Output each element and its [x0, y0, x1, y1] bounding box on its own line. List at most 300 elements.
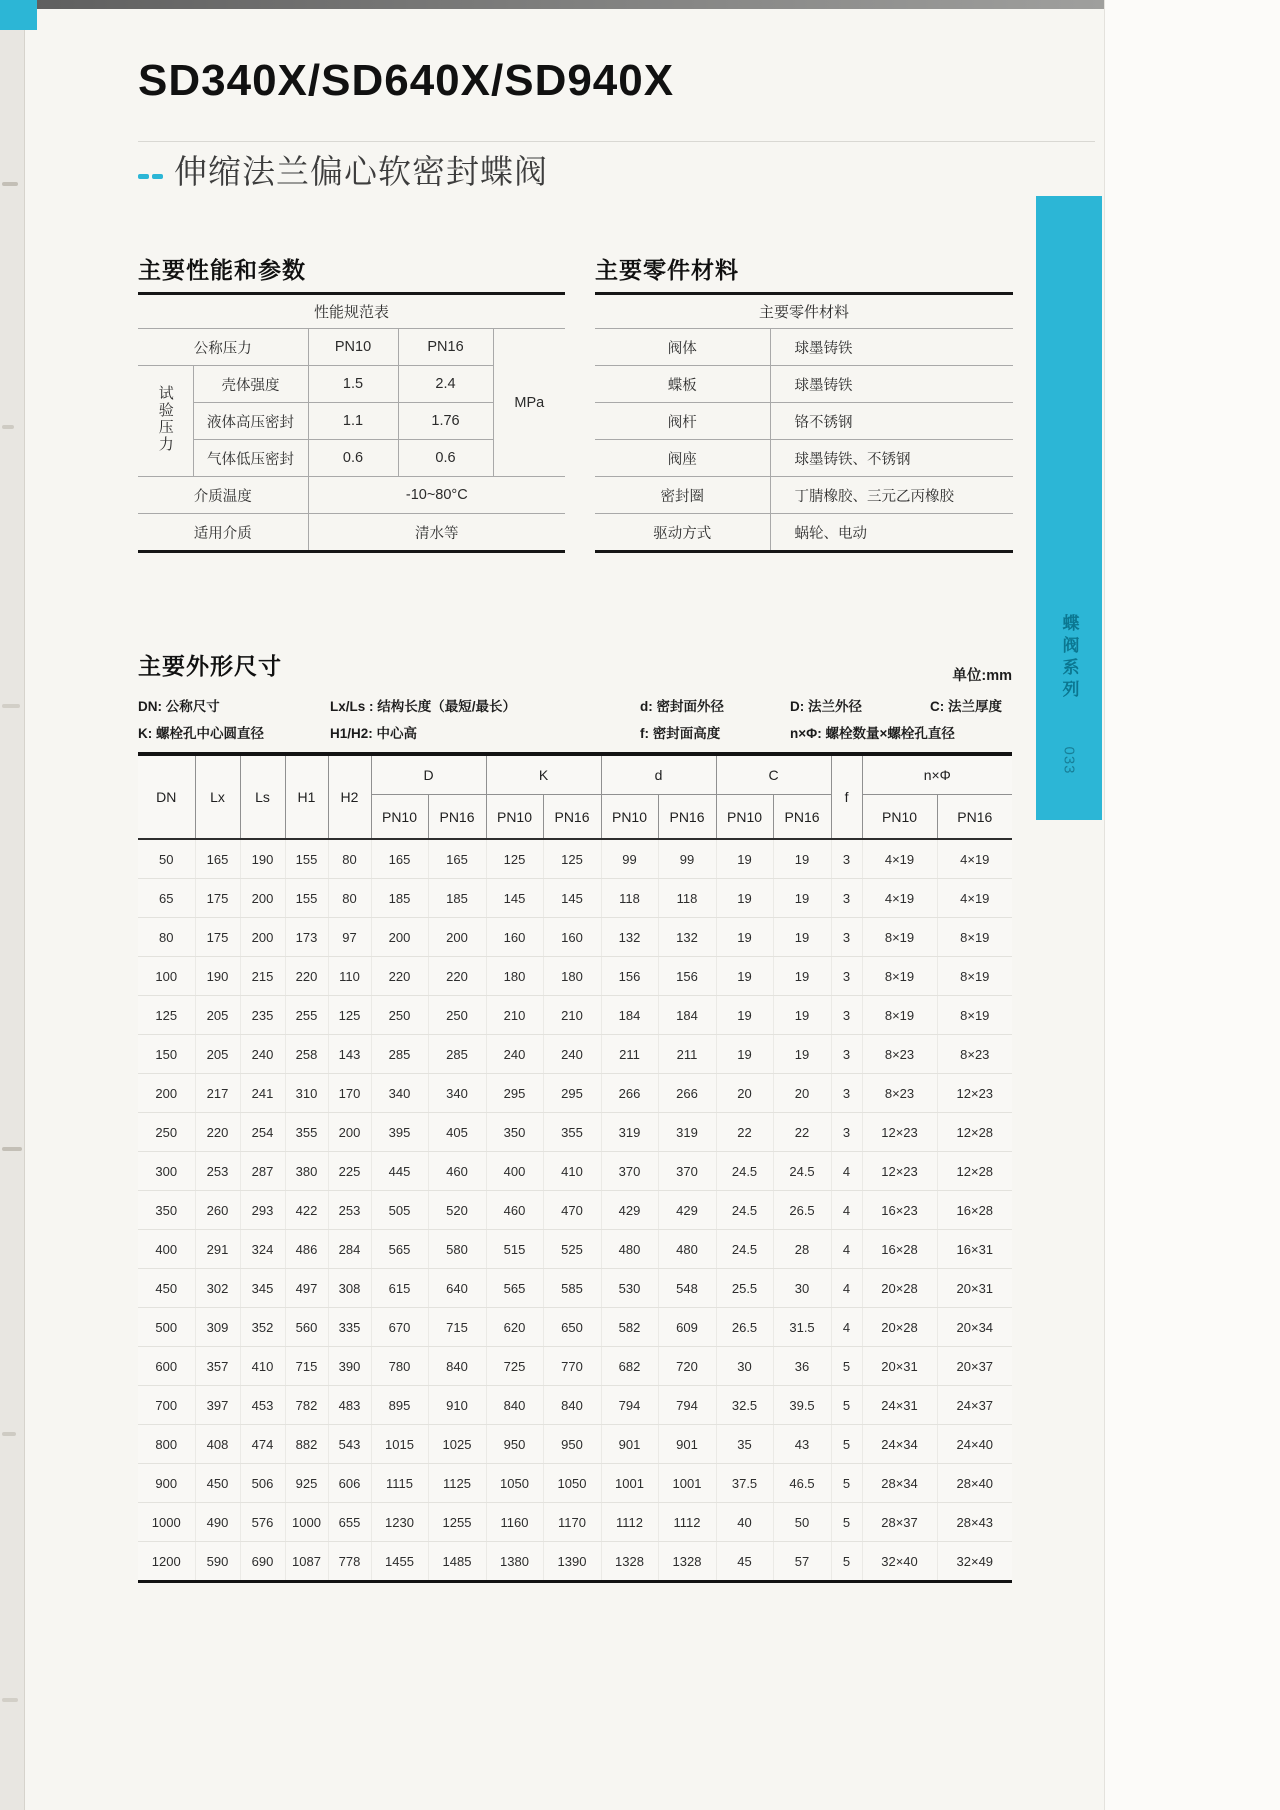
dim-cell: 497 — [285, 1269, 328, 1308]
dim-cell: 16×23 — [862, 1191, 937, 1230]
dim-cell: 180 — [486, 957, 543, 996]
dim-cell: 1112 — [658, 1503, 716, 1542]
materials-table — [595, 292, 1013, 553]
dim-cell: 8×23 — [937, 1035, 1012, 1074]
dim-cell: 8×19 — [937, 957, 1012, 996]
dim-cell: 3 — [831, 1113, 862, 1152]
dim-cell: 901 — [658, 1425, 716, 1464]
table-row — [138, 1269, 1012, 1308]
perf-value: 1.76 — [398, 403, 493, 440]
dim-cell: 165 — [428, 839, 486, 879]
medium-label: 适用介质 — [138, 514, 308, 551]
dim-cell: 480 — [601, 1230, 658, 1269]
dim-cell: 410 — [240, 1347, 285, 1386]
dim-cell: 28 — [773, 1230, 831, 1269]
dim-cell: 3 — [831, 879, 862, 918]
perf-row-label: 气体低压密封 — [193, 440, 308, 477]
dim-cell: 460 — [486, 1191, 543, 1230]
dim-cell: 682 — [601, 1347, 658, 1386]
dim-cell: 352 — [240, 1308, 285, 1347]
dim-cell: 240 — [240, 1035, 285, 1074]
dim-header-K: K — [486, 756, 601, 795]
table-row — [138, 1230, 1012, 1269]
dim-header-dn: DN — [138, 756, 195, 839]
dim-cell: 1000 — [138, 1503, 195, 1542]
dim-cell: 200 — [240, 918, 285, 957]
dim-cell: 925 — [285, 1464, 328, 1503]
series-label: 蝶阀系列 — [1059, 614, 1079, 702]
edge-texture-mark — [2, 704, 20, 708]
accent-dash-icon — [138, 174, 149, 179]
dim-cell: 12×23 — [862, 1113, 937, 1152]
dim-cell: 19 — [716, 879, 773, 918]
dim-cell: 8×19 — [862, 996, 937, 1035]
dim-cell: 490 — [195, 1503, 240, 1542]
dim-cell: 40 — [716, 1503, 773, 1542]
dim-cell: 5 — [831, 1425, 862, 1464]
dim-cell: 5 — [831, 1347, 862, 1386]
dim-cell: 725 — [486, 1347, 543, 1386]
dim-cell: 350 — [138, 1191, 195, 1230]
dim-cell: 24×37 — [937, 1386, 1012, 1425]
dim-cell: 1328 — [658, 1542, 716, 1581]
dim-cell: 250 — [428, 996, 486, 1035]
dim-cell: 370 — [658, 1152, 716, 1191]
dim-cell: 30 — [773, 1269, 831, 1308]
dim-cell: 782 — [285, 1386, 328, 1425]
dim-cell: 65 — [138, 879, 195, 918]
dim-cell: 125 — [138, 996, 195, 1035]
dim-cell: 132 — [658, 918, 716, 957]
dim-cell: 345 — [240, 1269, 285, 1308]
dim-cell: 184 — [601, 996, 658, 1035]
table-row — [138, 1191, 1012, 1230]
dim-cell: 16×28 — [937, 1191, 1012, 1230]
dim-header-C: C — [716, 756, 831, 795]
dim-cell: 300 — [138, 1152, 195, 1191]
dim-cell: 1485 — [428, 1542, 486, 1581]
legend-item: K: 螺栓孔中心圆直径 — [138, 726, 264, 741]
dim-cell: 26.5 — [773, 1191, 831, 1230]
dim-header-D: D — [371, 756, 486, 795]
dim-cell: 308 — [328, 1269, 371, 1308]
dim-cell: 778 — [328, 1542, 371, 1581]
dim-cell: 97 — [328, 918, 371, 957]
page-subtitle-row — [138, 146, 548, 193]
dim-header-nphi: n×Φ — [862, 756, 1012, 795]
dim-cell: 20×31 — [937, 1269, 1012, 1308]
table-row — [138, 918, 1012, 957]
performance-heading: 主要性能和参数 — [138, 257, 306, 283]
dim-cell: 560 — [285, 1308, 328, 1347]
part-name: 阀座 — [595, 440, 770, 477]
dim-cell: 210 — [486, 996, 543, 1035]
accent-dash-icon — [152, 174, 163, 179]
performance-table — [138, 292, 565, 553]
dim-cell: 36 — [773, 1347, 831, 1386]
dim-cell: 5 — [831, 1542, 862, 1581]
dim-cell: 840 — [428, 1347, 486, 1386]
dim-cell: 470 — [543, 1191, 601, 1230]
dim-cell: 429 — [658, 1191, 716, 1230]
table-row — [138, 957, 1012, 996]
dim-cell: 16×28 — [862, 1230, 937, 1269]
dim-cell: 8×19 — [937, 918, 1012, 957]
dim-cell: 190 — [240, 839, 285, 879]
dim-cell: 483 — [328, 1386, 371, 1425]
dim-cell: 8×19 — [937, 996, 1012, 1035]
dim-subheader-pn10: PN10 — [486, 795, 543, 840]
nominal-pressure-label: 公称压力 — [138, 329, 308, 366]
dim-cell: 4×19 — [862, 879, 937, 918]
dim-cell: 525 — [543, 1230, 601, 1269]
dim-cell: 486 — [285, 1230, 328, 1269]
dim-cell: 185 — [428, 879, 486, 918]
dim-cell: 241 — [240, 1074, 285, 1113]
dim-cell: 43 — [773, 1425, 831, 1464]
dim-cell: 100 — [138, 957, 195, 996]
dim-cell: 950 — [486, 1425, 543, 1464]
dimensions-legend — [138, 695, 1028, 747]
table-row — [138, 1503, 1012, 1542]
dim-cell: 1112 — [601, 1503, 658, 1542]
dim-cell: 600 — [138, 1347, 195, 1386]
dim-cell: 770 — [543, 1347, 601, 1386]
page-top-edge — [0, 0, 1150, 9]
dim-subheader-pn16: PN16 — [428, 795, 486, 840]
dim-cell: 220 — [371, 957, 428, 996]
dim-cell: 156 — [601, 957, 658, 996]
dim-cell: 410 — [543, 1152, 601, 1191]
dim-cell: 225 — [328, 1152, 371, 1191]
dim-cell: 950 — [543, 1425, 601, 1464]
dim-cell: 901 — [601, 1425, 658, 1464]
dim-cell: 220 — [428, 957, 486, 996]
dim-cell: 39.5 — [773, 1386, 831, 1425]
edge-texture-mark — [2, 1698, 18, 1702]
dim-cell: 1050 — [486, 1464, 543, 1503]
dim-cell: 160 — [486, 918, 543, 957]
dim-cell: 715 — [428, 1308, 486, 1347]
dim-cell: 505 — [371, 1191, 428, 1230]
edge-texture-mark — [2, 425, 14, 429]
dim-cell: 500 — [138, 1308, 195, 1347]
dim-cell: 253 — [195, 1152, 240, 1191]
dim-cell: 99 — [658, 839, 716, 879]
dim-cell: 453 — [240, 1386, 285, 1425]
page-subtitle: 伸缩法兰偏心软密封蝶阀 — [174, 153, 548, 190]
part-material: 球墨铸铁、不锈钢 — [770, 440, 1013, 477]
dim-cell: 19 — [716, 918, 773, 957]
dim-cell: 324 — [240, 1230, 285, 1269]
dim-subheader-pn16: PN16 — [543, 795, 601, 840]
dim-cell: 143 — [328, 1035, 371, 1074]
dim-cell: 19 — [773, 996, 831, 1035]
table-row — [138, 1113, 1012, 1152]
dimensions-table-body — [138, 839, 1012, 1580]
dim-cell: 118 — [658, 879, 716, 918]
dim-cell: 4 — [831, 1230, 862, 1269]
dim-cell: 640 — [428, 1269, 486, 1308]
materials-table-title: 主要零件材料 — [595, 295, 1013, 329]
legend-item: DN: 公称尺寸 — [138, 699, 220, 714]
perf-row-label: 液体高压密封 — [193, 403, 308, 440]
part-name: 阀杆 — [595, 403, 770, 440]
dim-cell: 520 — [428, 1191, 486, 1230]
dim-cell: 395 — [371, 1113, 428, 1152]
dim-cell: 175 — [195, 879, 240, 918]
dim-cell: 1230 — [371, 1503, 428, 1542]
medium-value: 清水等 — [308, 514, 565, 551]
dim-cell: 200 — [428, 918, 486, 957]
dim-cell: 20×28 — [862, 1269, 937, 1308]
dim-cell: 24.5 — [716, 1230, 773, 1269]
dim-cell: 19 — [716, 996, 773, 1035]
part-name: 蝶板 — [595, 366, 770, 403]
dim-header-h1: H1 — [285, 756, 328, 839]
dim-cell: 215 — [240, 957, 285, 996]
dim-cell: 12×28 — [937, 1113, 1012, 1152]
dim-cell: 1015 — [371, 1425, 428, 1464]
perf-value: 1.5 — [308, 366, 398, 403]
dim-cell: 1115 — [371, 1464, 428, 1503]
dim-cell: 19 — [716, 1035, 773, 1074]
dim-cell: 165 — [195, 839, 240, 879]
dim-cell: 145 — [486, 879, 543, 918]
dim-cell: 3 — [831, 839, 862, 879]
dim-cell: 1000 — [285, 1503, 328, 1542]
dim-subheader-pn16: PN16 — [658, 795, 716, 840]
table-row — [138, 839, 1012, 879]
dim-cell: 460 — [428, 1152, 486, 1191]
dim-cell: 700 — [138, 1386, 195, 1425]
dim-header-d: d — [601, 756, 716, 795]
perf-value: 1.1 — [308, 403, 398, 440]
dim-cell: 720 — [658, 1347, 716, 1386]
dim-cell: 165 — [371, 839, 428, 879]
dim-cell: 530 — [601, 1269, 658, 1308]
pn10-header: PN10 — [308, 329, 398, 366]
dim-cell: 32.5 — [716, 1386, 773, 1425]
dim-cell: 1200 — [138, 1542, 195, 1581]
table-row — [138, 996, 1012, 1035]
edge-texture-mark — [2, 1432, 16, 1436]
edge-texture-mark — [2, 1147, 22, 1151]
accent-corner-square — [0, 0, 37, 30]
dim-cell: 882 — [285, 1425, 328, 1464]
dim-cell: 5 — [831, 1503, 862, 1542]
dim-cell: 173 — [285, 918, 328, 957]
dim-cell: 3 — [831, 1035, 862, 1074]
dim-cell: 606 — [328, 1464, 371, 1503]
dim-cell: 900 — [138, 1464, 195, 1503]
dim-cell: 19 — [716, 839, 773, 879]
dim-cell: 4×19 — [937, 839, 1012, 879]
dim-cell: 585 — [543, 1269, 601, 1308]
dim-cell: 565 — [371, 1230, 428, 1269]
dim-cell: 155 — [285, 879, 328, 918]
test-pressure-label: 试验压力 — [138, 366, 193, 477]
dim-cell: 19 — [773, 839, 831, 879]
unit-note: 单位:mm — [952, 668, 1012, 684]
dim-cell: 690 — [240, 1542, 285, 1581]
table-row — [138, 1542, 1012, 1581]
dim-cell: 355 — [543, 1113, 601, 1152]
dim-cell: 548 — [658, 1269, 716, 1308]
dim-cell: 250 — [138, 1113, 195, 1152]
dim-cell: 266 — [658, 1074, 716, 1113]
dim-header-ls: Ls — [240, 756, 285, 839]
dim-cell: 565 — [486, 1269, 543, 1308]
dim-cell: 220 — [195, 1113, 240, 1152]
perf-row-label: 壳体强度 — [193, 366, 308, 403]
dim-cell: 397 — [195, 1386, 240, 1425]
dim-header-h2: H2 — [328, 756, 371, 839]
page-number: 033 — [1060, 746, 1078, 775]
dim-cell: 1380 — [486, 1542, 543, 1581]
dim-cell: 19 — [716, 957, 773, 996]
dim-cell: 210 — [543, 996, 601, 1035]
dim-cell: 1160 — [486, 1503, 543, 1542]
dim-cell: 1328 — [601, 1542, 658, 1581]
dim-cell: 380 — [285, 1152, 328, 1191]
dim-cell: 284 — [328, 1230, 371, 1269]
dim-cell: 580 — [428, 1230, 486, 1269]
dim-cell: 309 — [195, 1308, 240, 1347]
dim-cell: 794 — [658, 1386, 716, 1425]
dim-cell: 800 — [138, 1425, 195, 1464]
part-name: 阀体 — [595, 329, 770, 366]
perf-value: 0.6 — [398, 440, 493, 477]
dim-cell: 582 — [601, 1308, 658, 1347]
dim-cell: 118 — [601, 879, 658, 918]
dim-cell: 609 — [658, 1308, 716, 1347]
dim-cell: 28×43 — [937, 1503, 1012, 1542]
dim-cell: 4 — [831, 1191, 862, 1230]
dim-cell: 150 — [138, 1035, 195, 1074]
dim-cell: 445 — [371, 1152, 428, 1191]
dim-cell: 35 — [716, 1425, 773, 1464]
dim-cell: 357 — [195, 1347, 240, 1386]
dim-cell: 220 — [285, 957, 328, 996]
dim-cell: 235 — [240, 996, 285, 1035]
dim-cell: 16×31 — [937, 1230, 1012, 1269]
dim-cell: 37.5 — [716, 1464, 773, 1503]
dim-cell: 19 — [773, 957, 831, 996]
dim-cell: 185 — [371, 879, 428, 918]
materials-heading: 主要零件材料 — [595, 257, 739, 283]
dim-cell: 506 — [240, 1464, 285, 1503]
dim-cell: 5 — [831, 1464, 862, 1503]
dim-cell: 620 — [486, 1308, 543, 1347]
dim-cell: 895 — [371, 1386, 428, 1425]
dim-cell: 50 — [138, 839, 195, 879]
dim-cell: 291 — [195, 1230, 240, 1269]
dim-cell: 80 — [138, 918, 195, 957]
dim-cell: 205 — [195, 996, 240, 1035]
dim-cell: 25.5 — [716, 1269, 773, 1308]
dim-cell: 576 — [240, 1503, 285, 1542]
dim-cell: 250 — [371, 996, 428, 1035]
dim-cell: 155 — [285, 839, 328, 879]
dim-cell: 31.5 — [773, 1308, 831, 1347]
edge-texture-mark — [2, 182, 18, 186]
dim-cell: 32×49 — [956, 1553, 994, 1569]
dim-cell: 340 — [371, 1074, 428, 1113]
dim-cell: 1087 — [285, 1542, 328, 1581]
dim-cell: 8×19 — [862, 957, 937, 996]
table-row — [138, 1464, 1012, 1503]
dim-cell: 794 — [601, 1386, 658, 1425]
dim-cell: 190 — [195, 957, 240, 996]
dim-cell: 355 — [285, 1113, 328, 1152]
dim-cell: 255 — [285, 996, 328, 1035]
dim-cell: 370 — [601, 1152, 658, 1191]
dim-cell: 24×40 — [937, 1425, 1012, 1464]
dim-cell: 19 — [773, 879, 831, 918]
dim-cell: 590 — [195, 1542, 240, 1581]
dim-cell: 1390 — [543, 1542, 601, 1581]
pn16-header: PN16 — [398, 329, 493, 366]
dim-cell: 200 — [138, 1074, 195, 1113]
dim-cell: 24×31 — [862, 1386, 937, 1425]
dim-cell: 30 — [716, 1347, 773, 1386]
dim-cell: 285 — [371, 1035, 428, 1074]
dim-cell: 615 — [371, 1269, 428, 1308]
dim-cell: 302 — [195, 1269, 240, 1308]
dim-cell: 840 — [543, 1386, 601, 1425]
dim-header-f: f — [831, 756, 862, 839]
part-material: 铬不锈钢 — [770, 403, 1013, 440]
dim-subheader-pn10: PN10 — [371, 795, 428, 840]
medium-temp-value: -10~80°C — [308, 477, 565, 514]
dim-cell: 287 — [240, 1152, 285, 1191]
dim-cell: 20×37 — [937, 1347, 1012, 1386]
dim-cell: 335 — [328, 1308, 371, 1347]
part-name: 驱动方式 — [595, 514, 770, 551]
part-name: 密封圈 — [595, 477, 770, 514]
dim-header-lx: Lx — [195, 756, 240, 839]
dim-cell: 125 — [328, 996, 371, 1035]
dim-cell: 3 — [831, 918, 862, 957]
dim-subheader-pn10: PN10 — [601, 795, 658, 840]
dimensions-heading: 主要外形尺寸 — [138, 653, 282, 679]
table-row — [138, 1308, 1012, 1347]
dim-cell: 20 — [716, 1074, 773, 1113]
dim-cell: 4 — [831, 1152, 862, 1191]
dim-cell: 205 — [195, 1035, 240, 1074]
legend-item: n×Φ: 螺栓数量×螺栓孔直径 — [790, 726, 955, 741]
dim-cell: 4 — [831, 1269, 862, 1308]
dim-cell: 125 — [486, 839, 543, 879]
dim-cell: 1255 — [428, 1503, 486, 1542]
table-row — [138, 1035, 1012, 1074]
dimensions-table — [138, 752, 1012, 1583]
table-row — [138, 1347, 1012, 1386]
dim-cell: 408 — [195, 1425, 240, 1464]
dim-cell: 480 — [658, 1230, 716, 1269]
part-material: 球墨铸铁 — [770, 329, 1013, 366]
dim-cell: 422 — [285, 1191, 328, 1230]
dim-cell: 24×34 — [862, 1425, 937, 1464]
dim-cell: 254 — [240, 1113, 285, 1152]
dim-cell: 840 — [486, 1386, 543, 1425]
dim-cell: 20×28 — [862, 1308, 937, 1347]
legend-item: f: 密封面高度 — [640, 726, 721, 741]
dim-cell: 515 — [486, 1230, 543, 1269]
dim-cell: 910 — [428, 1386, 486, 1425]
dim-cell: 310 — [285, 1074, 328, 1113]
